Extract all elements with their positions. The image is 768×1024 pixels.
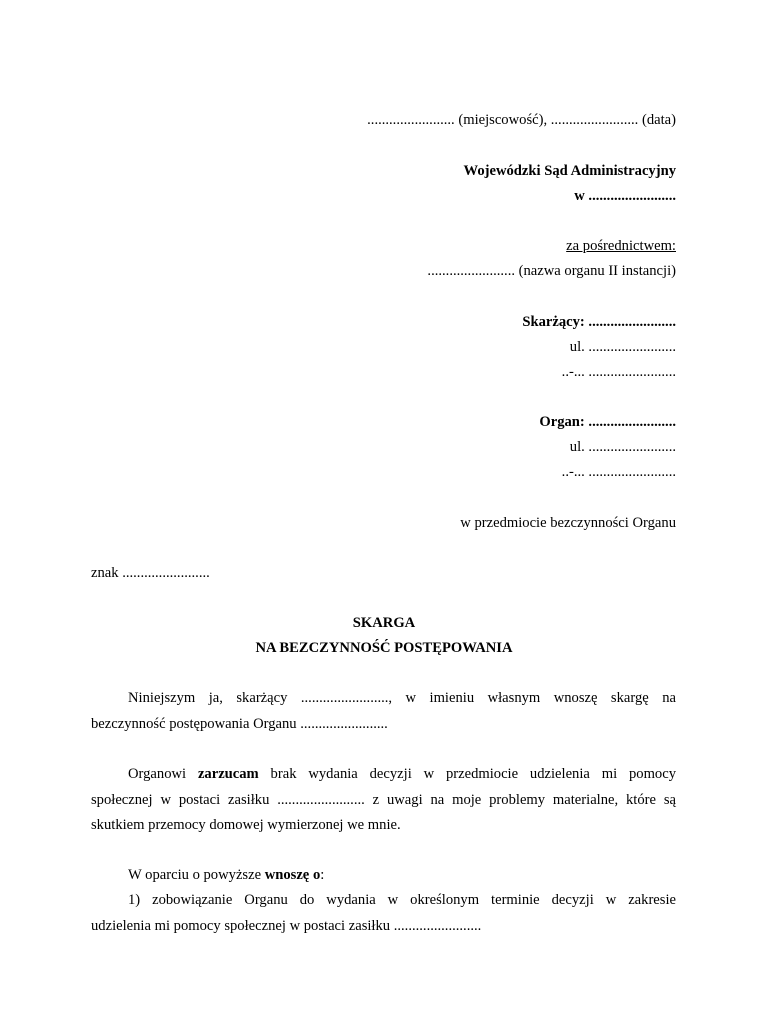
document-subtitle: NA BEZCZYNNOŚĆ POSTĘPOWANIA xyxy=(255,640,513,656)
court-name: Wojewódzki Sąd Administracyjny xyxy=(463,163,676,179)
request-item-1-line-2: udzielenia mi pomocy społecznej w postaci zasiłku ........................ xyxy=(91,918,482,934)
paragraph-2-line-3: skutkiem przemocy domowej wymierzonej we mnie. xyxy=(91,817,401,833)
complainant-label: Skarżący: ........................ xyxy=(522,314,676,330)
paragraph-1-line-2: bezczynność postępowania Organu ........................ xyxy=(91,716,388,732)
reference-number: znak ........................ xyxy=(91,565,210,581)
subject-line: w przedmiocie bezczynności Organu xyxy=(460,515,676,531)
organ-street: ul. ........................ xyxy=(569,439,676,455)
request-keyword: wnoszę o xyxy=(264,867,321,883)
complainant-street: ul. ........................ xyxy=(569,339,676,355)
document-title: SKARGA xyxy=(352,615,416,631)
paragraph-2-line-2: społecznej w postaci zasiłku ........................ z uwagi na moje problemy materialne, które są xyxy=(91,792,676,808)
via-organ: ........................ (nazwa organu II instancji) xyxy=(427,263,676,279)
place-date-line: ........................ (miejscowość), ........................ (data) xyxy=(367,112,676,128)
organ-postal: ..-... ........................ xyxy=(561,464,676,480)
accuse-keyword: zarzucam xyxy=(197,766,259,782)
request-item-1-line-1: 1) zobowiązanie Organu do wydania w określonym terminie decyzji w zakresie xyxy=(128,892,676,908)
organ-label: Organ: ........................ xyxy=(539,414,676,430)
request-intro: W oparciu o powyższe wnoszę o: xyxy=(128,867,325,883)
paragraph-1-line-1: Niniejszym ja, skarżący ........................, w imieniu własnym wnoszę skargę na xyxy=(128,690,676,706)
paragraph-2-line-1: Organowi zarzucam brak wydania decyzji w przedmiocie udzielenia mi pomocy xyxy=(128,766,676,782)
court-city: w ........................ xyxy=(574,188,676,204)
complainant-postal: ..-... ........................ xyxy=(561,364,676,380)
via-label: za pośrednictwem: xyxy=(566,238,676,254)
